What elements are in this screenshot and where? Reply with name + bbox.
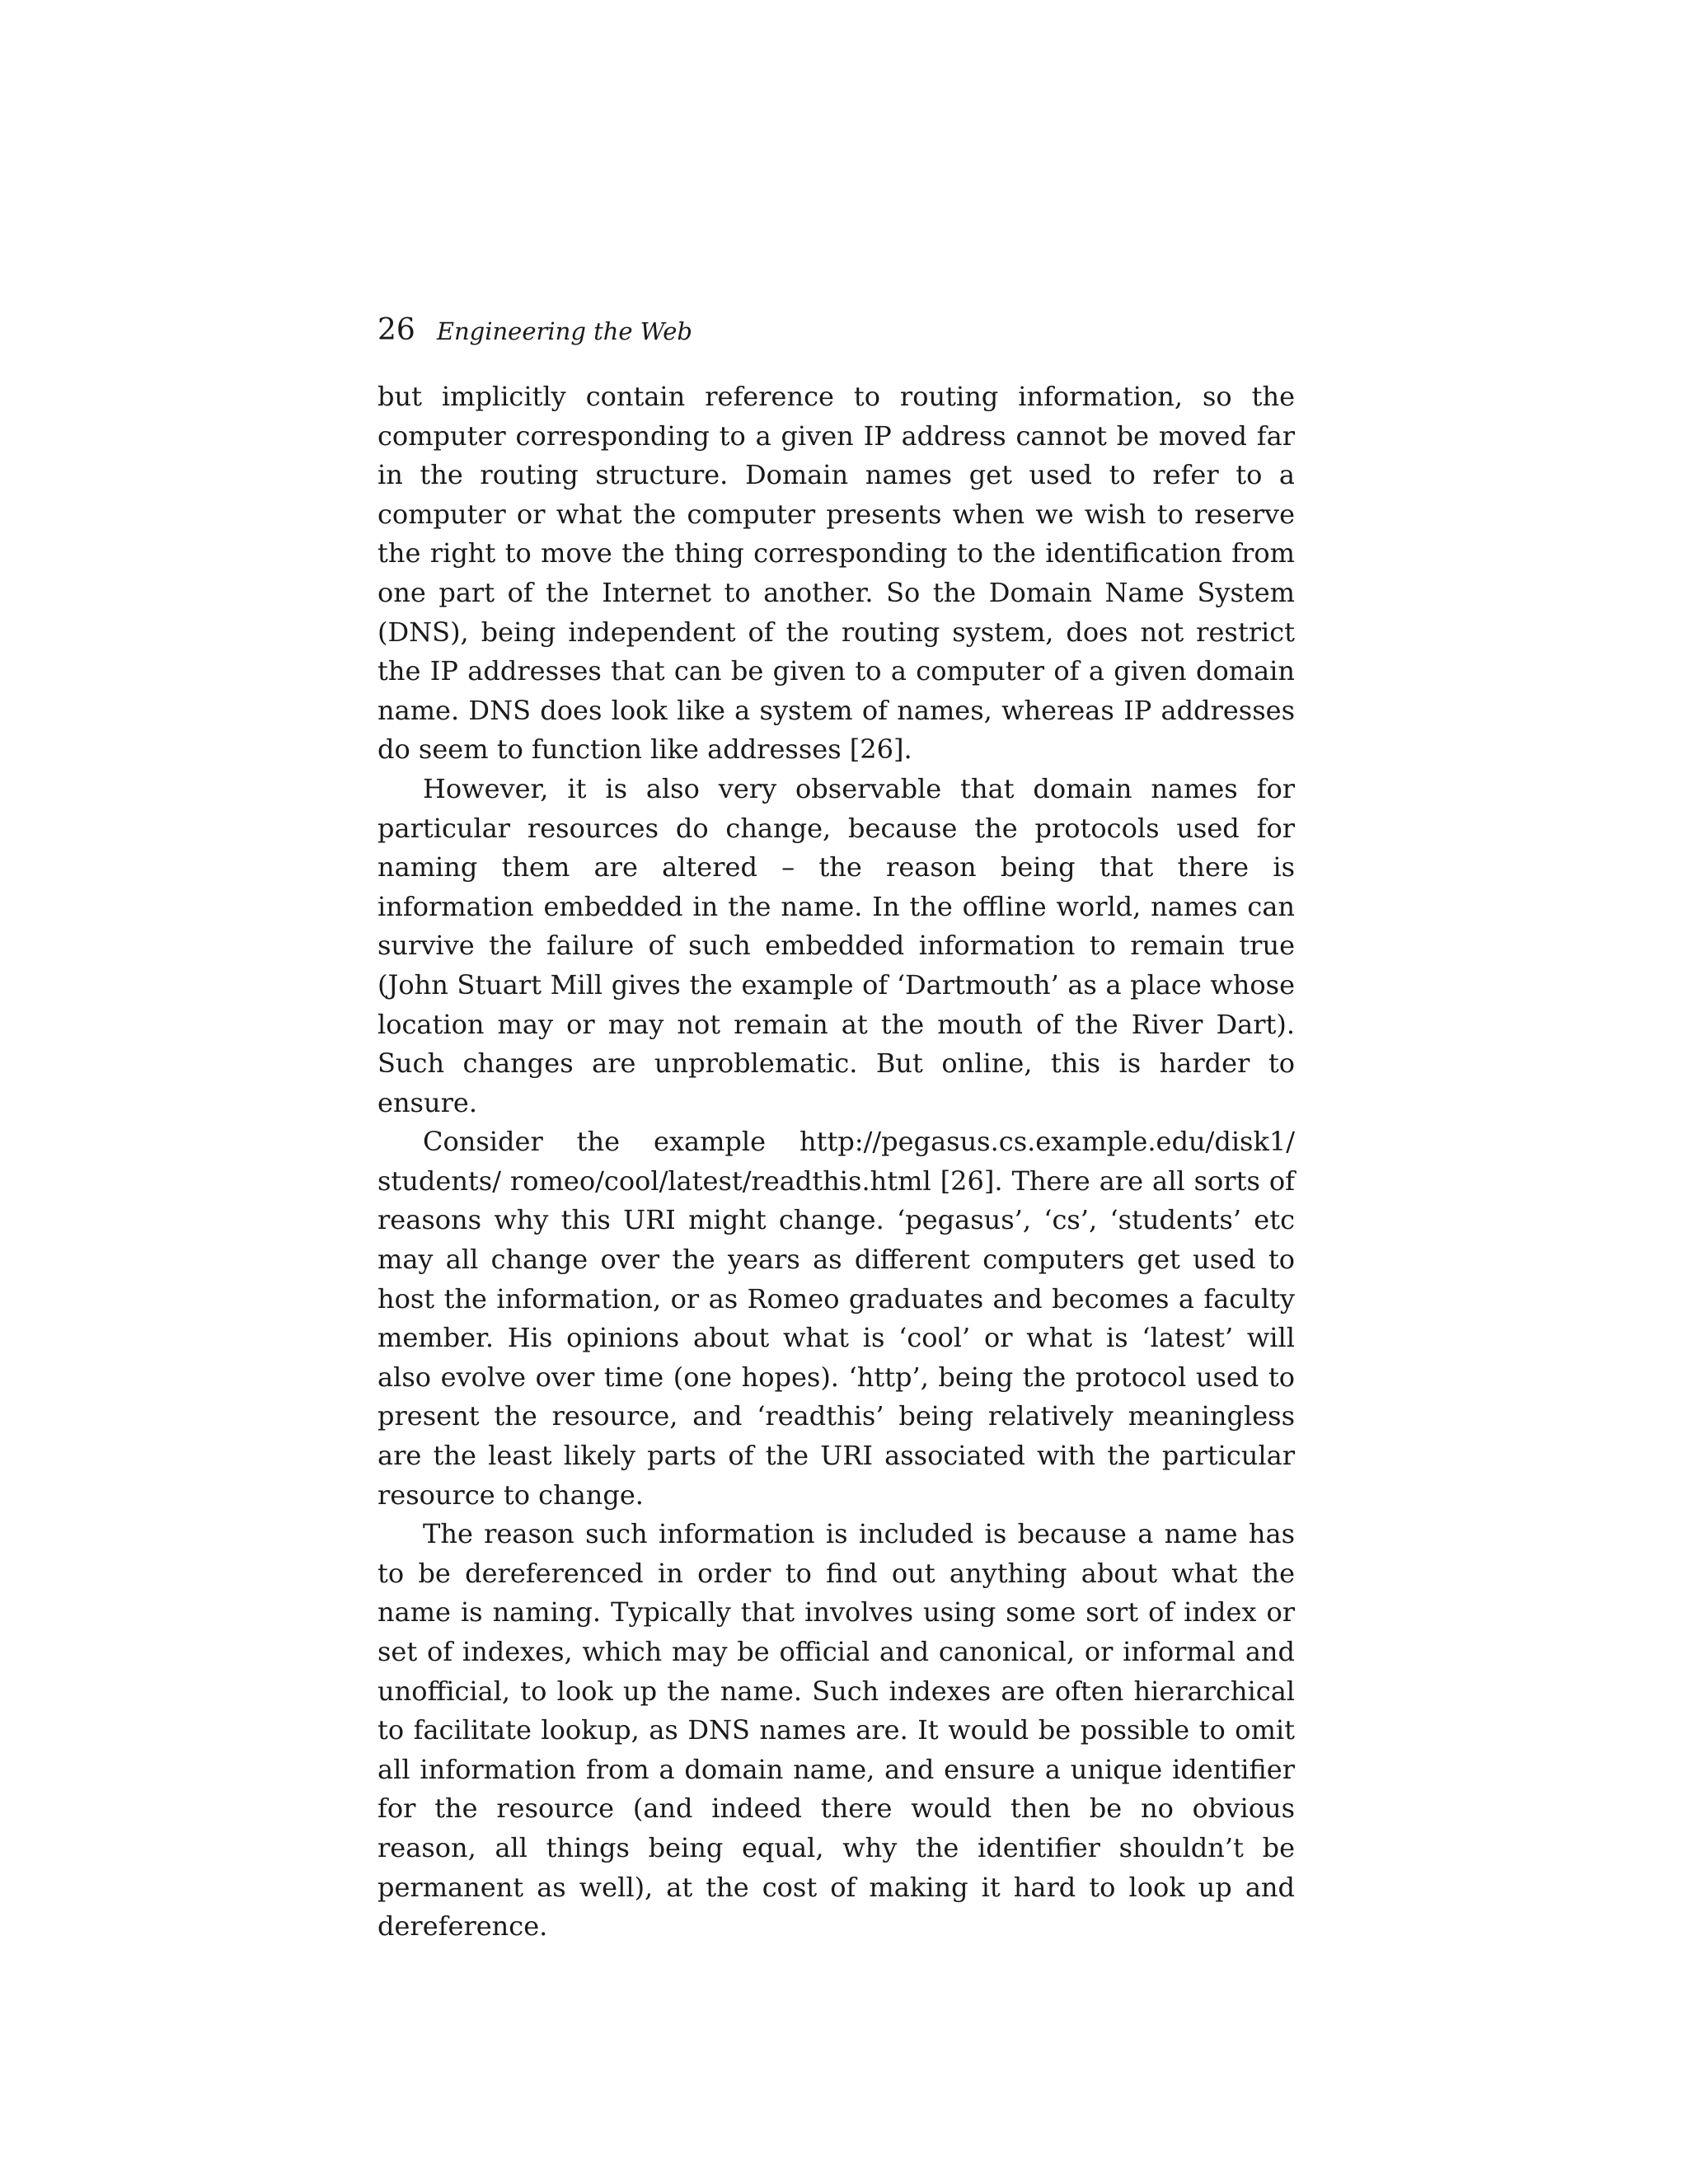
paragraph-4: The reason such information is included is because a name has to be dereferenced in order to find out anything about what the name is naming. Typically that involves using some sort of index or set of indexes, which may be official and canonical, or informal and unofficial, to look up the name. Such indexes are often hierarchical to facilitate lookup, as DNS names are. It would be possible to omit all information from a domain name, and ensure a unique identifier for the resource (and indeed there would then be no obvious reason, all things being equal, why the identifier shouldn’t be permanent as well), at the cost of making it hard to look up and dereference.: [377, 1518, 1295, 1943]
paragraph-3: Consider the example http://pegasus.cs.example.edu/disk1/ students/ romeo/cool/latest/readthis.html [26]. There are all sorts of reasons why this URI might change. ‘pegasus’, ‘cs’, ‘students’ etc may all change over the years as different computers get used to host the information, or as Romeo graduates and becomes a faculty member. His opinions about what is ‘cool’ or what is ‘latest’ will also evolve over time (one hopes). ‘http’, being the protocol used to present the resource, and ‘readthis’ being relatively meaningless are the least likely parts of the URI associated with the particular resource to change.: [377, 1126, 1295, 1511]
running-title: Engineering the Web: [436, 317, 692, 345]
page-number: 26: [377, 313, 415, 347]
paragraph-2: However, it is also very observable that domain names for particular resources do change, because the protocols used for naming them are altered – the reason being that there is information embedded in the name. In the offline world, names can survive the failure of such embedded information to remain true (John Stuart Mill gives the example of ‘Dartmouth’ as a place whose location may or may not remain at the mouth of the River Dart). Such changes are unproblematic. But online, this is harder to ensure.: [377, 772, 1295, 1118]
book-page: [377, 0, 1295, 2184]
running-head: [377, 313, 1295, 351]
body-text: [377, 377, 1295, 1947]
paragraph-1: but implicitly contain reference to routing information, so the computer corresponding to a given IP address cannot be moved far in the routing structure. Domain names get used to refer to a computer or what the computer presents when we wish to reserve the right to move the thing corresponding to the identification from one part of the Internet to another. So the Domain Name System (DNS), being independent of the routing system, does not restrict the IP addresses that can be given to a computer of a given domain name. DNS does look like a system of names, whereas IP addresses do seem to function like addresses [26].: [377, 381, 1295, 766]
